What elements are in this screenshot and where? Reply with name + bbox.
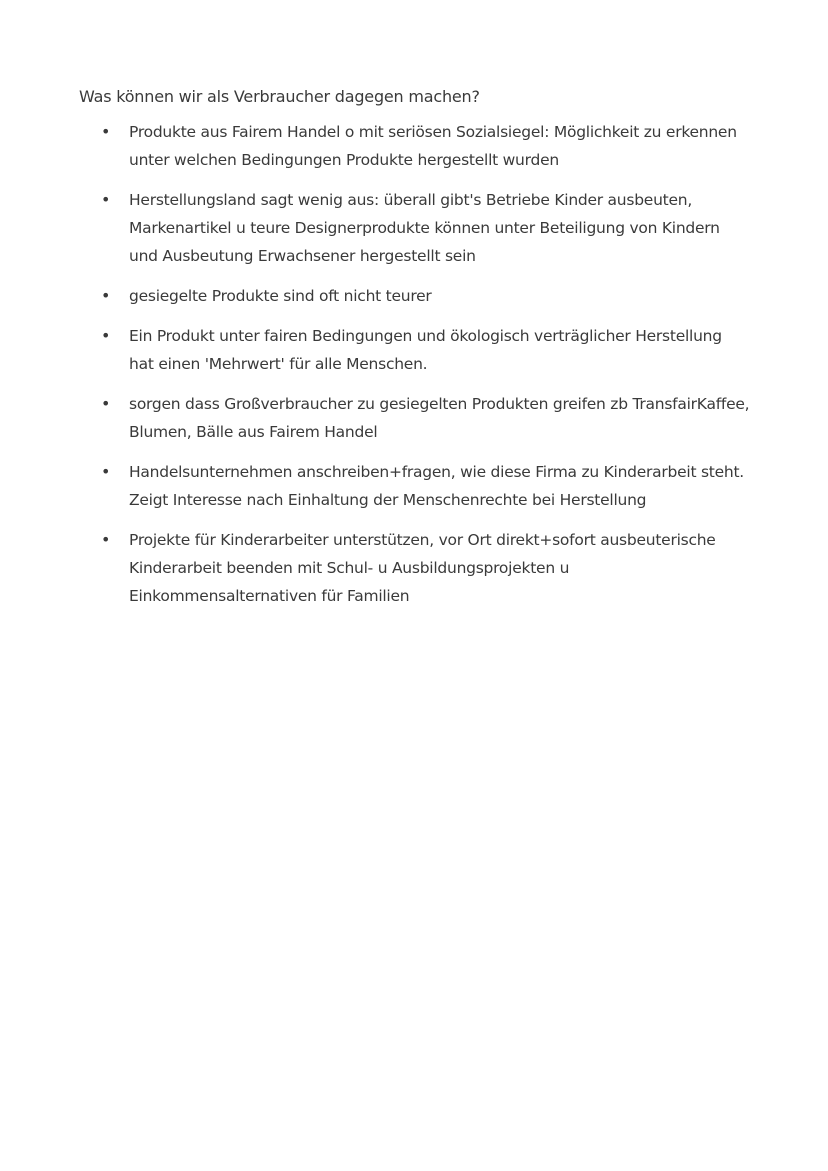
list-item-text bbox=[129, 118, 769, 174]
text-line: Einkommensalternativen für Familien bbox=[129, 587, 410, 605]
list-item bbox=[0, 458, 769, 514]
text-line: Projekte für Kinderarbeiter unterstützen, vor Ort direkt+sofort ausbeuterische bbox=[129, 531, 716, 549]
list-item bbox=[0, 186, 769, 270]
bullet-icon: • bbox=[101, 394, 111, 413]
list-item-text bbox=[129, 186, 769, 270]
bullet-icon: • bbox=[101, 326, 111, 345]
list-item-text bbox=[129, 390, 769, 446]
list-item bbox=[0, 390, 769, 446]
bullet-icon: • bbox=[101, 462, 111, 481]
document-heading: Was können wir als Verbraucher dagegen machen? bbox=[79, 87, 480, 106]
text-line: Zeigt Interesse nach Einhaltung der Menschenrechte bei Herstellung bbox=[129, 491, 647, 509]
list-item-text bbox=[129, 526, 769, 610]
bullet-list bbox=[0, 118, 769, 622]
text-line: Handelsunternehmen anschreiben+fragen, wie diese Firma zu Kinderarbeit steht. bbox=[129, 463, 744, 481]
bullet-icon: • bbox=[101, 122, 111, 141]
list-item bbox=[0, 526, 769, 610]
bullet-icon: • bbox=[101, 286, 111, 305]
list-item-text bbox=[129, 282, 769, 310]
text-line: Markenartikel u teure Designerprodukte können unter Beteiligung von Kindern bbox=[129, 219, 720, 237]
list-item bbox=[0, 322, 769, 378]
text-line: sorgen dass Großverbraucher zu gesiegelten Produkten greifen zb TransfairKaffee, bbox=[129, 395, 750, 413]
text-line: unter welchen Bedingungen Produkte hergestellt wurden bbox=[129, 151, 559, 169]
text-line: hat einen 'Mehrwert' für alle Menschen. bbox=[129, 355, 428, 373]
list-item-text bbox=[129, 458, 769, 514]
text-line: und Ausbeutung Erwachsener hergestellt sein bbox=[129, 247, 476, 265]
text-line: Herstellungsland sagt wenig aus: überall gibt's Betriebe Kinder ausbeuten, bbox=[129, 191, 693, 209]
bullet-icon: • bbox=[101, 190, 111, 209]
list-item bbox=[0, 282, 769, 310]
text-line: Blumen, Bälle aus Fairem Handel bbox=[129, 423, 378, 441]
list-item-text bbox=[129, 322, 769, 378]
text-line: Kinderarbeit beenden mit Schul- u Ausbildungsprojekten u bbox=[129, 559, 570, 577]
text-line: Ein Produkt unter fairen Bedingungen und ökologisch verträglicher Herstellung bbox=[129, 327, 722, 345]
bullet-icon: • bbox=[101, 530, 111, 549]
list-item bbox=[0, 118, 769, 174]
text-line: gesiegelte Produkte sind oft nicht teurer bbox=[129, 287, 432, 305]
text-line: Produkte aus Fairem Handel o mit seriösen Sozialsiegel: Möglichkeit zu erkennen bbox=[129, 123, 737, 141]
